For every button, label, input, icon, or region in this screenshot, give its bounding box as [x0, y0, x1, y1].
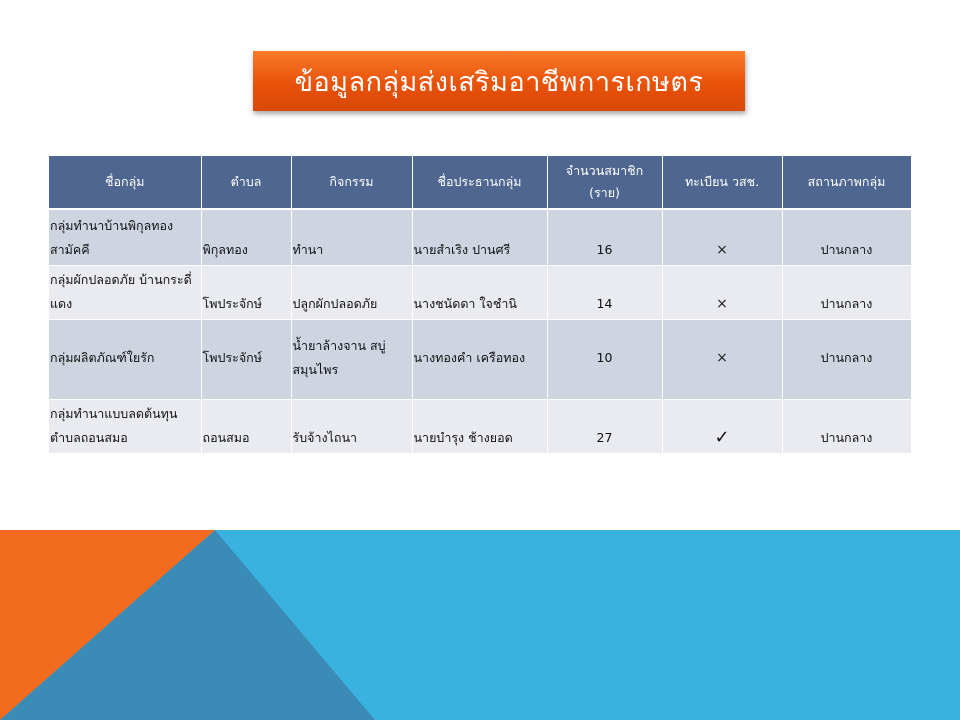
header-activity: กิจกรรม	[291, 156, 412, 209]
cell-subdistrict: โพประจักษ์	[201, 266, 291, 320]
header-group-name: ชื่อกลุ่ม	[49, 156, 201, 209]
header-chairman: ชื่อประธานกลุ่ม	[412, 156, 547, 209]
cross-icon: ×	[662, 209, 782, 266]
cell-activity: รับจ้างไถนา	[291, 400, 412, 454]
cell-group-name: กลุ่มทำนาบ้านพิกุลทอง สามัคคี	[49, 209, 201, 266]
cell-chairman: นายบำรุง ช้างยอด	[412, 400, 547, 454]
cell-status: ปานกลาง	[782, 320, 911, 400]
cell-activity: ปลูกผักปลอดภัย	[291, 266, 412, 320]
page-title: ข้อมูลกลุ่มส่งเสริมอาชีพการเกษตร	[294, 66, 704, 98]
cell-group-name: กลุ่มผักปลอดภัย บ้านกระดี่แดง	[49, 266, 201, 320]
cell-activity: น้ำยาล้างจาน สบู่สมุนไพร	[291, 320, 412, 400]
cross-icon: ×	[662, 320, 782, 400]
header-members: จำนวนสมาชิก (ราย)	[547, 156, 662, 209]
table-row	[49, 209, 911, 266]
table-row	[49, 400, 911, 454]
cell-status: ปานกลาง	[782, 209, 911, 266]
cell-group-name: กลุ่มผลิตภัณฑ์ใยรัก	[49, 320, 201, 400]
cross-icon: ×	[662, 266, 782, 320]
cell-chairman: นางชนัดดา ใจชำนิ	[412, 266, 547, 320]
cell-group-name: กลุ่มทำนาแบบลดต้นทุน ตำบลถอนสมอ	[49, 400, 201, 454]
table-row	[49, 320, 911, 400]
cell-members: 10	[547, 320, 662, 400]
table-header-row	[49, 156, 911, 209]
cell-members: 16	[547, 209, 662, 266]
header-status: สถานภาพกลุ่ม	[782, 156, 911, 209]
cell-members: 27	[547, 400, 662, 454]
cell-subdistrict: ถอนสมอ	[201, 400, 291, 454]
cell-status: ปานกลาง	[782, 400, 911, 454]
header-registration: ทะเบียน วสช.	[662, 156, 782, 209]
farmer-groups-table	[49, 156, 912, 454]
title-banner	[253, 51, 745, 111]
header-subdistrict: ตำบล	[201, 156, 291, 209]
cell-status: ปานกลาง	[782, 266, 911, 320]
cell-chairman: นางทองคำ เครือทอง	[412, 320, 547, 400]
checkmark-icon: ✓	[662, 400, 782, 454]
cell-subdistrict: พิกุลทอง	[201, 209, 291, 266]
cell-activity: ทำนา	[291, 209, 412, 266]
cell-subdistrict: โพประจักษ์	[201, 320, 291, 400]
cell-members: 14	[547, 266, 662, 320]
table-row	[49, 266, 911, 320]
cell-chairman: นายสำเริง ปานศรี	[412, 209, 547, 266]
